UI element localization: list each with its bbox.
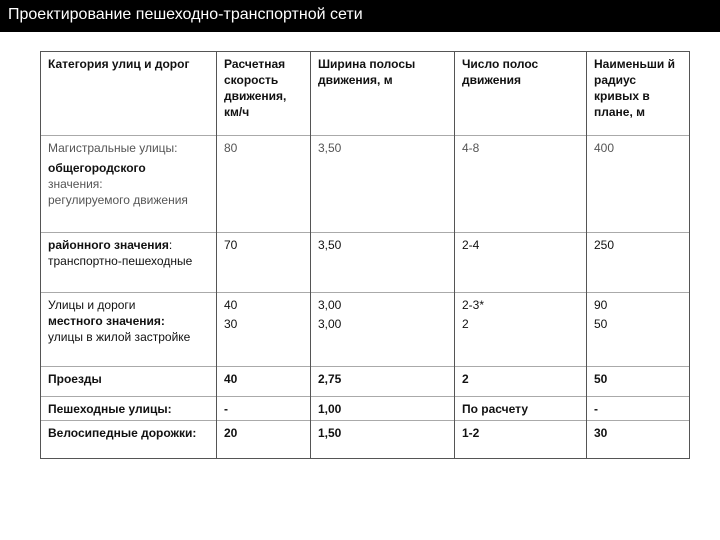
table-row bbox=[41, 136, 690, 233]
lane-count-cell: 1-2 bbox=[455, 421, 587, 459]
lane-width-cell: 2,75 bbox=[311, 367, 455, 397]
speed-value: 30 bbox=[224, 317, 238, 331]
min-radius-cell bbox=[587, 293, 690, 367]
header-category: Категория улиц и дорог bbox=[41, 52, 217, 136]
lane-width-cell: 3,50 bbox=[311, 233, 455, 293]
table-row bbox=[41, 367, 690, 397]
min-radius-cell: - bbox=[587, 397, 690, 421]
table-row bbox=[41, 233, 690, 293]
category-cell: Пешеходные улицы: bbox=[41, 397, 217, 421]
table-row bbox=[41, 293, 690, 367]
lane-count-cell: 4-8 bbox=[455, 136, 587, 233]
category-cell bbox=[41, 233, 217, 293]
category-line: районного значения bbox=[48, 238, 169, 252]
category-line: значения: bbox=[48, 177, 103, 191]
speed-cell: 20 bbox=[217, 421, 311, 459]
category-line: регулируемого движения bbox=[48, 193, 188, 207]
table-row bbox=[41, 397, 690, 421]
category-line: Улицы и дороги bbox=[48, 298, 136, 312]
page-title: Проектирование пешеходно-транспортной сети bbox=[0, 0, 720, 32]
category-line: общегородского bbox=[48, 161, 146, 175]
speed-cell: 80 bbox=[217, 136, 311, 233]
min-radius-value: 50 bbox=[594, 317, 608, 331]
lane-count-cell: 2-4 bbox=[455, 233, 587, 293]
lane-width-value: 3,00 bbox=[318, 317, 342, 331]
lane-width-cell: 1,00 bbox=[311, 397, 455, 421]
category-cell bbox=[41, 136, 217, 233]
category-line: местного значения: bbox=[48, 314, 165, 328]
min-radius-cell: 250 bbox=[587, 233, 690, 293]
lane-width-cell: 1,50 bbox=[311, 421, 455, 459]
min-radius-value: 90 bbox=[594, 298, 608, 312]
table-row bbox=[41, 421, 690, 459]
category-cell: Проезды bbox=[41, 367, 217, 397]
speed-value: 40 bbox=[224, 298, 238, 312]
category-line: улицы в жилой застройке bbox=[48, 330, 191, 344]
category-cell: Велосипедные дорожки: bbox=[41, 421, 217, 459]
category-line: Магистральные улицы: bbox=[48, 141, 178, 155]
road-parameters-table bbox=[40, 51, 690, 459]
header-speed: Расчетная скорость движения, км/ч bbox=[217, 52, 311, 136]
lane-count-cell: По расчету bbox=[455, 397, 587, 421]
speed-cell bbox=[217, 293, 311, 367]
header-lane-width: Ширина полосы движения, м bbox=[311, 52, 455, 136]
lane-count-value: 2-3* bbox=[462, 298, 485, 312]
category-cell bbox=[41, 293, 217, 367]
lane-width-cell: 3,50 bbox=[311, 136, 455, 233]
header-min-radius: Наименьши й радиус кривых в плане, м bbox=[587, 52, 690, 136]
header-lane-count: Число полос движения bbox=[455, 52, 587, 136]
min-radius-cell: 50 bbox=[587, 367, 690, 397]
speed-cell: - bbox=[217, 397, 311, 421]
table-header-row bbox=[41, 52, 690, 136]
min-radius-cell: 30 bbox=[587, 421, 690, 459]
lane-width-value: 3,00 bbox=[318, 298, 342, 312]
speed-cell: 70 bbox=[217, 233, 311, 293]
lane-count-value: 2 bbox=[462, 317, 469, 331]
category-line: транспортно-пешеходные bbox=[48, 254, 193, 268]
lane-count-cell bbox=[455, 293, 587, 367]
min-radius-cell: 400 bbox=[587, 136, 690, 233]
lane-width-cell bbox=[311, 293, 455, 367]
speed-cell: 40 bbox=[217, 367, 311, 397]
category-colon: : bbox=[168, 238, 173, 252]
lane-count-cell: 2 bbox=[455, 367, 587, 397]
